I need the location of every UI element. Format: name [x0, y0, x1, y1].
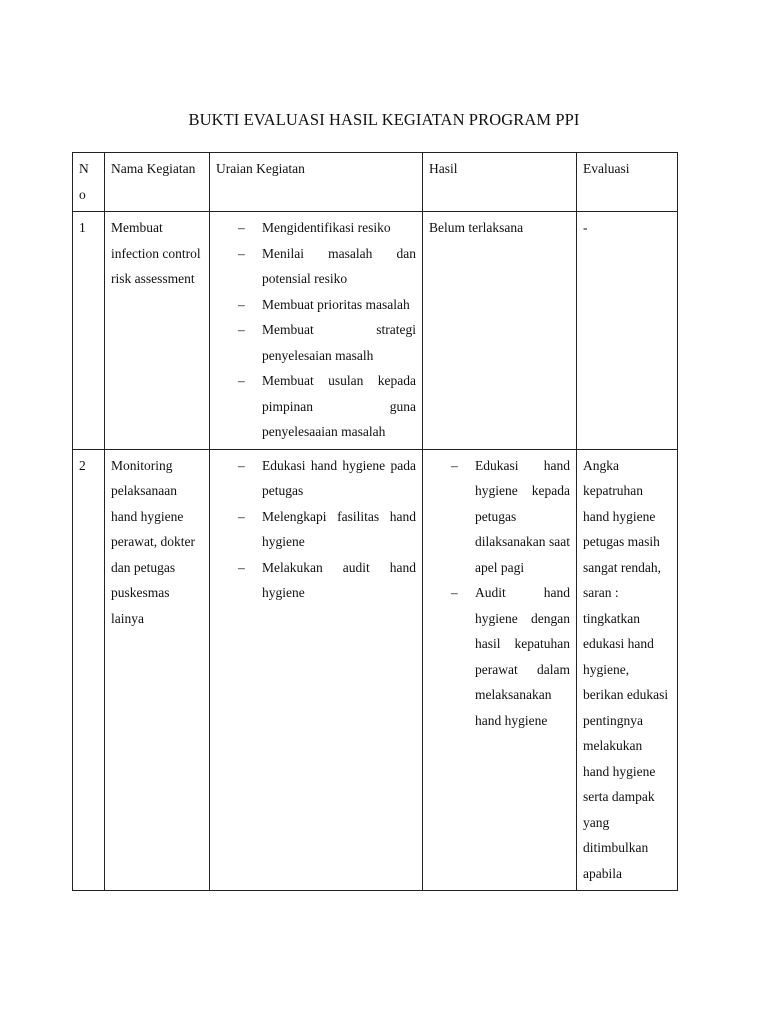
list-item: – Mengidentifikasi resiko — [238, 215, 416, 241]
list-item: – Edukasi hand hygiene pada petugas — [238, 453, 416, 504]
dash-bullet: – — [451, 585, 458, 600]
header-no: N o — [73, 153, 105, 212]
uraian-list — [238, 453, 416, 606]
header-hasil: Hasil — [423, 153, 577, 212]
dash-bullet: – — [238, 296, 245, 312]
header-evaluasi: Evaluasi — [577, 153, 678, 212]
header-nama-kegiatan: Nama Kegiatan — [105, 153, 210, 212]
hasil-list — [451, 453, 570, 734]
table-row — [73, 449, 678, 891]
dash-bullet: – — [238, 559, 245, 575]
dash-bullet: – — [238, 322, 245, 337]
row-nama-kegiatan: Membuat infection control risk assessment — [105, 212, 210, 450]
row-number: 2 — [73, 449, 105, 891]
row-hasil — [423, 449, 577, 891]
table-row — [73, 212, 678, 450]
list-item: – Edukasi hand hygiene kepada petugas dilaksanakan saat apel pagi — [451, 453, 570, 581]
list-item: – Membuat prioritas masalah — [238, 292, 416, 318]
dash-bullet: – — [238, 245, 245, 261]
row-nama-kegiatan: Monitoring pelaksanaan hand hygiene perawat, dokter dan petugas puskesmas lainya — [105, 449, 210, 891]
list-item: – Menilai masalah dan potensial resiko — [238, 241, 416, 292]
dash-bullet: – — [238, 508, 245, 524]
row-number: 1 — [73, 212, 105, 450]
table-header-row — [73, 153, 678, 212]
list-item: – Membuat usulan kepada pimpinan guna penyelesaaian masalah — [238, 368, 416, 445]
row-uraian-kegiatan — [210, 449, 423, 891]
row-uraian-kegiatan — [210, 212, 423, 450]
row-evaluasi: Angka kepatruhan hand hygiene petugas masih sangat rendah, saran : tingkatkan edukasi hand hygiene, berikan edukasi pentingnya melakukan hand hygiene serta dampak yang ditimbulkan apabila — [577, 449, 678, 891]
list-item: – Membuat strategi penyelesaian masalh — [238, 317, 416, 368]
dash-bullet: – — [238, 457, 245, 473]
header-uraian-kegiatan: Uraian Kegiatan — [210, 153, 423, 212]
dash-bullet: – — [238, 373, 245, 388]
uraian-list — [238, 215, 416, 445]
evaluation-table — [72, 152, 678, 891]
row-evaluasi: - — [577, 212, 678, 450]
list-item: – Melengkapi fasilitas hand hygiene — [238, 504, 416, 555]
dash-bullet: – — [238, 220, 245, 235]
dash-bullet: – — [451, 457, 458, 473]
row-hasil: Belum terlaksana — [423, 212, 577, 450]
document-title: BUKTI EVALUASI HASIL KEGIATAN PROGRAM PPI — [188, 110, 580, 129]
list-item: – Audit hand hygiene dengan hasil kepatuhan perawat dalam melaksanakan hand hygiene — [451, 580, 570, 733]
list-item: – Melakukan audit hand hygiene — [238, 555, 416, 606]
